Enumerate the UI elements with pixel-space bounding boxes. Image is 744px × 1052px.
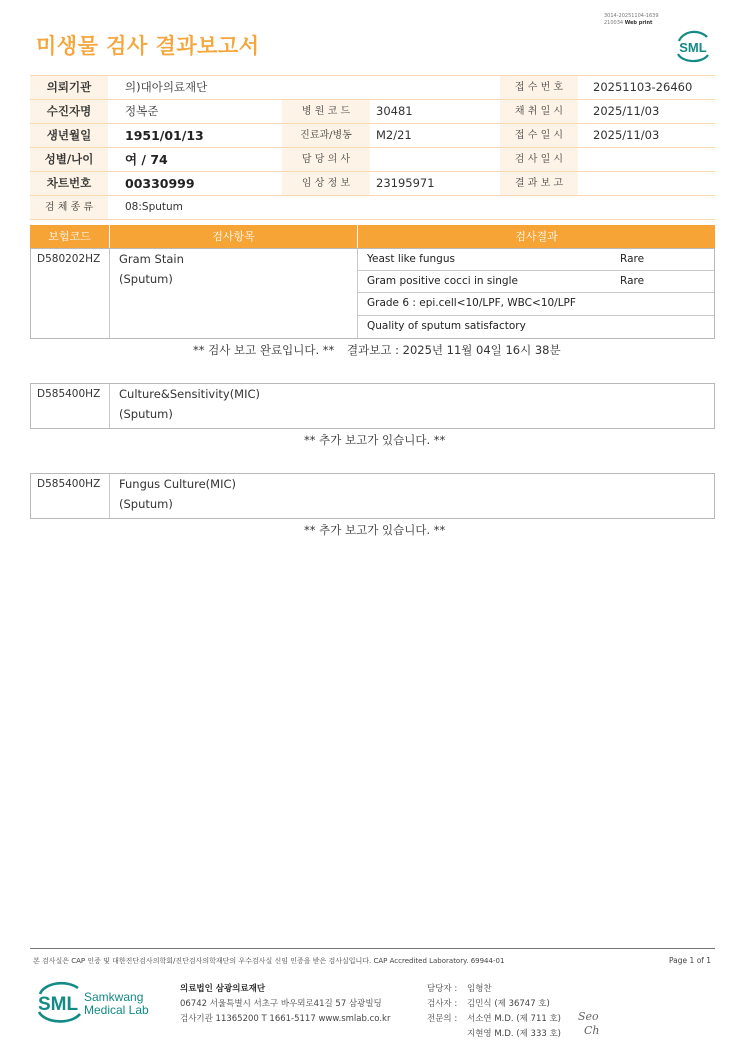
info-row (30, 147, 715, 171)
info-row (30, 123, 715, 147)
chart-label: 차트번호 (30, 172, 108, 195)
header-result: 검사결과 (515, 230, 558, 243)
clinical-value: 23195971 (376, 176, 435, 190)
print-code (604, 13, 659, 26)
info-row (30, 171, 715, 195)
logo-text: SML (679, 40, 707, 55)
test-code: D580202HZ (37, 253, 101, 265)
test-name: Gram Stain (119, 252, 184, 266)
staff-name: 서소연 M.D. (제 711 호) (467, 1014, 562, 1024)
collect-label: 채 취 일 시 (500, 100, 578, 123)
report-note: ** 추가 보고가 있습니다. ** (304, 433, 446, 447)
footer-org-name: 의료법인 삼광의료재단 (180, 984, 266, 994)
samkwang-logo-icon (36, 980, 156, 1026)
recv-no-label: 접 수 번 호 (500, 76, 578, 99)
report-time: 결과보고 : 2025년 11월 04일 16시 38분 (347, 343, 561, 357)
hosp-code-label: 병 원 코 드 (282, 100, 370, 123)
dept-label: 진료과/병동 (282, 124, 370, 147)
page-title: 미생물 검사 결과보고서 (36, 34, 260, 58)
dept-value: M2/21 (376, 128, 412, 142)
recv-no-value: 20251103-26460 (593, 80, 693, 94)
dob-label: 생년월일 (30, 124, 108, 147)
test-specimen: (Sputum) (119, 272, 173, 286)
info-row (30, 75, 715, 99)
test-name: Fungus Culture(MIC) (119, 477, 236, 491)
header-item: 검사항목 (212, 230, 255, 243)
print-code-line-2: 210034 Web print (604, 19, 653, 26)
sex-age-label: 성별/나이 (30, 148, 108, 171)
chart-value: 00330999 (125, 176, 195, 191)
name-value: 정복준 (125, 104, 159, 118)
org-value: 의)대아의료재단 (125, 80, 208, 94)
test-specimen: (Sputum) (119, 497, 173, 511)
name-label: 수진자명 (30, 100, 108, 123)
staff-label: 전문의 : (427, 1014, 458, 1024)
hosp-code-value: 30481 (376, 104, 413, 118)
page-number: Page 1 of 1 (669, 956, 712, 965)
header-code: 보험코드 (48, 230, 91, 243)
clinical-label: 임 상 정 보 (282, 172, 370, 195)
footer-contact: 검사기관 11365200 T 1661-5117 www.smlab.co.kr (180, 1014, 391, 1024)
patient-info-table (30, 75, 715, 220)
sml-logo-icon (673, 27, 713, 63)
staff-name: 임형찬 (467, 984, 492, 994)
info-row (30, 195, 715, 220)
recv-date-label: 접 수 일 시 (500, 124, 578, 147)
test-code: D585400HZ (37, 478, 101, 490)
test-name: Culture&Sensitivity(MIC) (119, 387, 261, 401)
report-label: 결 과 보 고 (500, 172, 578, 195)
logo-name-1: Samkwang (84, 990, 144, 1004)
specimen-value: 08:Sputum (125, 201, 183, 213)
info-row (30, 99, 715, 123)
test-code: D585400HZ (37, 388, 101, 400)
footer-divider (30, 948, 715, 949)
staff-label: 담당자 : (427, 984, 458, 994)
staff-name: 지현영 M.D. (제 333 호) (467, 1029, 562, 1039)
sex-age-value: 여 / 74 (125, 152, 168, 167)
org-label: 의뢰기관 (30, 76, 108, 99)
result-value: Rare (620, 275, 645, 287)
dob-value: 1951/01/13 (125, 128, 204, 143)
result-value: Rare (620, 253, 645, 265)
signature-2: Ch (584, 1024, 600, 1037)
results-header (30, 225, 715, 248)
recv-date-value: 2025/11/03 (593, 128, 660, 142)
footer-address: 06742 서울특별시 서초구 바우뫼로41길 57 삼광빌딩 (180, 999, 382, 1009)
doctor-label: 담 당 의 사 (282, 148, 370, 171)
logo-name-2: Medical Lab (84, 1003, 149, 1017)
report-note: ** 추가 보고가 있습니다. ** (304, 523, 446, 537)
staff-label: 검사자 : (427, 999, 458, 1009)
specimen-label: 검 체 종 류 (30, 196, 108, 219)
print-code-line-1: 3014-20251104-1639 (604, 13, 659, 19)
collect-value: 2025/11/03 (593, 104, 660, 118)
result-text: Gram positive cocci in single (367, 275, 518, 287)
result-text: Yeast like fungus (367, 253, 455, 265)
test-date-label: 검 사 일 시 (500, 148, 578, 171)
test-specimen: (Sputum) (119, 407, 173, 421)
cert-text: 본 검사실은 CAP 인증 및 대한진단검사의학회/진단검사의학재단의 우수검사실 신임 인증을 받은 검사실입니다. CAP Accredited Laboratory. 69944-01 (33, 957, 505, 965)
signature-1: Seo (578, 1010, 599, 1023)
result-text: Grade 6 : epi.cell<10/LPF, WBC<10/LPF (367, 297, 576, 309)
report-note: ** 검사 보고 완료입니다. ** (193, 343, 335, 357)
result-text: Quality of sputum satisfactory (367, 320, 526, 332)
staff-name: 김민식 (제 36747 호) (467, 999, 550, 1009)
footer-logo-text: SML (37, 994, 79, 1015)
